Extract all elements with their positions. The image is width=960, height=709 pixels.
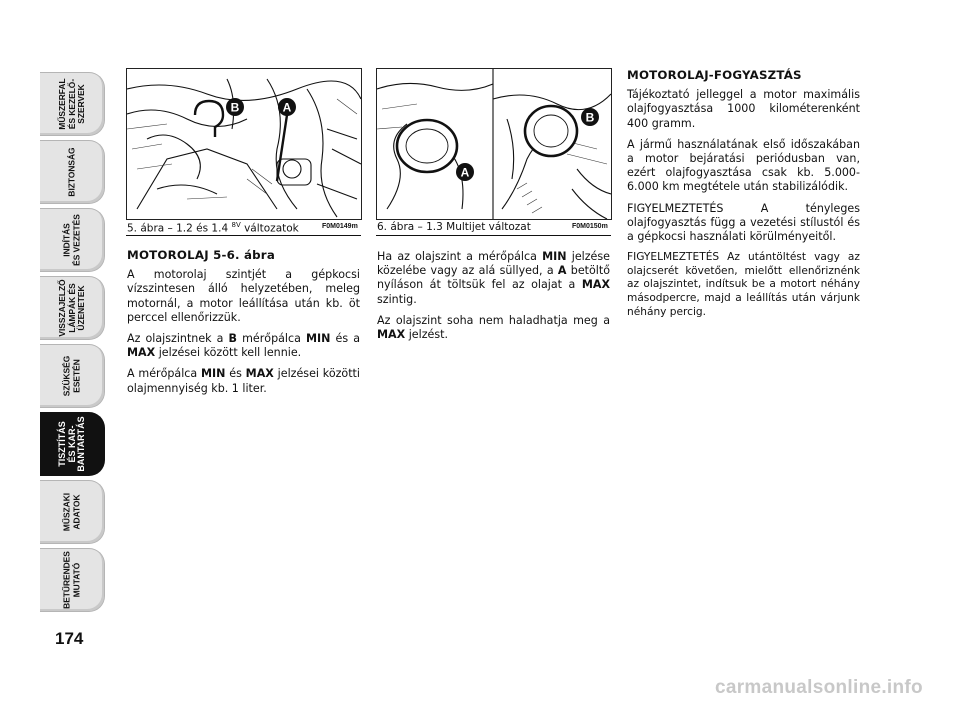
- paragraph: FIGYELMEZTETÉS A tényleges olajfogyasztás függ a vezetési stílustól és a gépkocsi használati körülményeitől.: [627, 201, 860, 244]
- figure-6-caption: 6. ábra – 1.3 Multijet változat: [377, 221, 531, 233]
- paragraph: Az olajszint soha nem haladhatja meg a MAX jelzést.: [377, 313, 610, 342]
- paragraph: A mérőpálca MIN és MAX jelzései közötti olajmennyiség kb. 1 liter.: [127, 367, 360, 395]
- tab-beturendes[interactable]: [40, 548, 105, 612]
- caption-rule: [126, 235, 361, 236]
- figure-5-caption: 5. ábra – 1.2 és 1.4 $^{8V}$ változatok: [127, 221, 299, 235]
- column-1: [127, 248, 360, 403]
- tab-label: VISSZAJELZŐ LÁMPÁK ÉS ÜZENETEK: [56, 279, 86, 337]
- figure-5-code: F0M0149m: [322, 223, 358, 230]
- tab-szukseg[interactable]: [40, 344, 105, 408]
- marker-b: B: [230, 100, 240, 115]
- tab-label: BETŰRENDES MUTATÓ: [61, 551, 81, 609]
- tab-muszaki[interactable]: [40, 480, 105, 544]
- figure-6-code: F0M0150m: [572, 223, 608, 230]
- figure-6-engine-photo: [376, 68, 612, 220]
- tab-biztonsag[interactable]: [40, 140, 105, 204]
- engine-illustration-2: [377, 69, 611, 219]
- tab-label: INDÍTÁS ÉS VEZETÉS: [61, 214, 81, 266]
- column-3: [627, 68, 860, 326]
- section-heading: MOTOROLAJ 5-6. ábra: [127, 248, 275, 262]
- paragraph: Ha az olajszint a mérőpálca MIN jelzése közelébe vagy az alá süllyed, a A betöltő nyíláson át töltsük fel az olajat a MAX szintig.: [377, 250, 610, 306]
- paragraph: A motorolaj szintjét a gépkocsi vízszintesen álló helyzetében, meleg motornál, a motor leállítása után kb. öt perccel ellenőrizzük.: [127, 268, 360, 324]
- engine-illustration-1: [127, 69, 361, 219]
- tab-label: BIZTONSÁG: [66, 147, 77, 197]
- marker-a: A: [460, 165, 470, 180]
- caption-rule: [376, 235, 611, 236]
- tab-label: SZÜKSÉG ESETÉN: [61, 355, 81, 397]
- figure-5-engine-photo: [126, 68, 362, 220]
- tab-tisztitas[interactable]: [40, 412, 105, 476]
- paragraph: Tájékoztató jelleggel a motor maximális olajfogyasztása 1000 kilométerenként 400 gramm.: [627, 88, 860, 130]
- page-number: 174: [55, 629, 84, 648]
- tab-inditas[interactable]: [40, 208, 105, 272]
- tab-muszerfal[interactable]: [40, 72, 105, 136]
- marker-b: B: [585, 110, 595, 125]
- tab-label: TISZTÍTÁS ÉS KAR- BANTARTÁS: [56, 416, 86, 472]
- paragraph: FIGYELMEZTETÉS Az utántöltést vagy az olajcserét követően, mielőtt ellenőriznénk az olajszintet, indítsuk be a motort néhány másodpercre, majd a leállítás után várjunk néhány percig.: [627, 251, 860, 318]
- section-heading: MOTOROLAJ-FOGYASZTÁS: [627, 68, 802, 82]
- paragraph: Az olajszintnek a B mérőpálca MIN és a MAX jelzései között kell lennie.: [127, 332, 360, 360]
- tab-label: MŰSZAKI ADATOK: [61, 492, 81, 532]
- watermark: carmanualsonline.info: [715, 677, 923, 698]
- paragraph: A jármű használatának első időszakában a motor bejáratási periódusban van, ezért olajfogyasztása csak kb. 5.000-6.000 km megtétele után stabilizálódik.: [627, 137, 860, 194]
- column-2: [377, 250, 610, 349]
- tab-label: MŰSZERFAL ÉS KEZELŐ- SZERVEK: [56, 78, 86, 130]
- tab-visszajelzo[interactable]: [40, 276, 105, 340]
- marker-a: A: [282, 100, 292, 115]
